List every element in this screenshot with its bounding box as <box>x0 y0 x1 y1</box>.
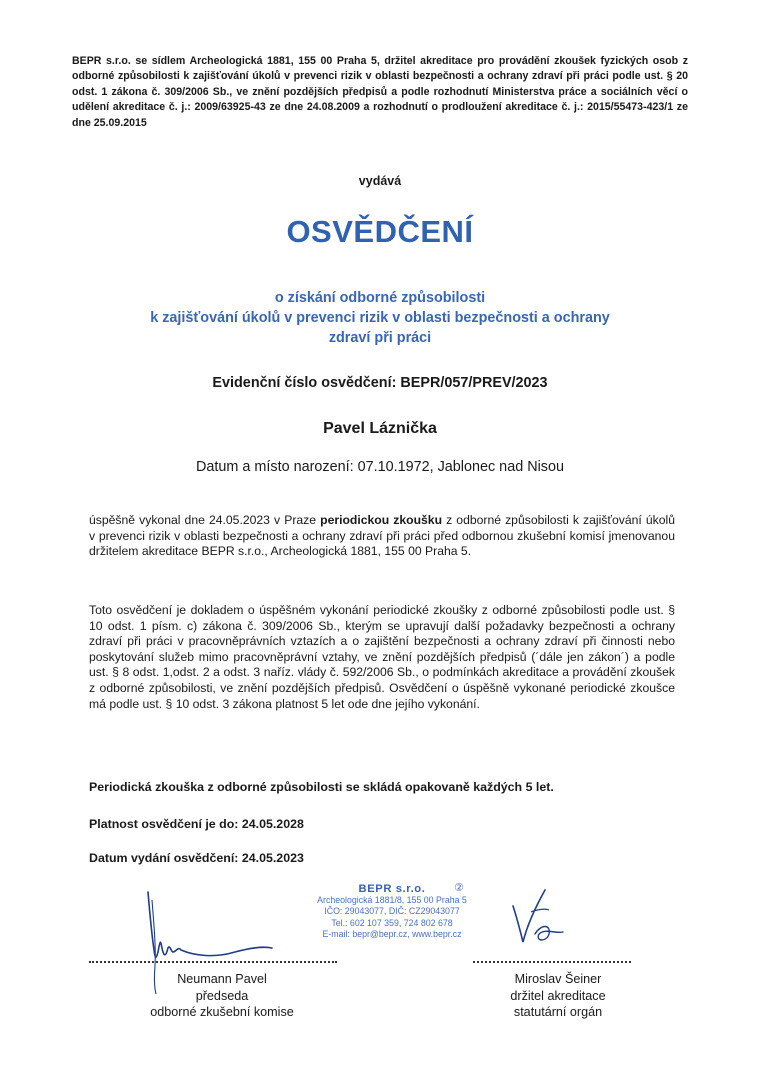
signatory-left-body: odborné zkušební komise <box>150 1005 294 1020</box>
subtitle-line-1: o získání odborné způsobilosti <box>274 290 486 306</box>
certificate-subtitle <box>80 288 680 348</box>
signatory-right <box>458 971 658 1021</box>
signatory-left <box>112 971 332 1021</box>
validity-date: Platnost osvědčení je do: 24.05.2028 <box>89 817 304 831</box>
subtitle-line-2: k zajišťování úkolů v prevenci rizik v oblasti bezpečnosti a ochrany <box>150 310 610 326</box>
certificate-title: OSVĚDČENÍ <box>286 214 474 249</box>
stamp-company: BEPR s.r.o. <box>358 883 426 895</box>
birth-info: Datum a místo narození: 07.10.1972, Jablonec nad Nisou <box>196 459 564 475</box>
signatory-left-name: Neumann Pavel <box>177 972 267 986</box>
holder-name: Pavel Láznička <box>323 420 437 437</box>
signature-line-right <box>473 961 631 963</box>
signatory-right-name: Miroslav Šeiner <box>514 972 602 986</box>
signatory-right-role: držitel akreditace <box>510 988 606 1003</box>
exam-paragraph-start: úspěšně vykonal dne 24.05.2023 v Praze <box>89 513 321 527</box>
stamp-ids: IČO: 29043077, DIČ: CZ29043077 <box>324 906 460 917</box>
evidence-number: Evidenční číslo osvědčení: BEPR/057/PREV/2023 <box>212 375 548 391</box>
legal-paragraph: Toto osvědčení je dokladem o úspěšném vykonání periodické zkoušky z odborné způsobilosti podle ust. § 10 odst. 1 písm. c) zákona č. 309/2006 Sb., kterým se upravují další požadavky bezpečnosti a ochrany zdraví při práci v pracovněprávních vztazích a o zajištění bezpečnosti a ochrany zdraví při činnosti nebo poskytování služeb mimo pracovněprávní vztahy, ve znění pozdějších předpisů (´dále jen zákon´) a podle ust. § 8 odst. 1,odst. 2 a odst. 3 naříz. vlády č. 592/2006 Sb., o podmínkách akreditace a provádění zkoušek z odborné způsobilosti, ve znění pozdějších předpisů. Osvědčení o úspěšně vykonané periodické zkoušce má podle ust. § 10 odst. 3 zákona platnost 5 let ode dne jejího vykonání. <box>89 603 675 711</box>
signature-seiner <box>505 882 585 958</box>
exam-paragraph <box>89 513 675 560</box>
company-stamp <box>270 884 514 940</box>
signatory-right-body: statutární orgán <box>513 1005 603 1020</box>
repeat-note: Periodická zkouška z odborné způsobilosti se skládá opakovaně každých 5 let. <box>89 780 554 794</box>
signatory-left-role: předseda <box>195 988 249 1003</box>
exam-type: periodickou zkoušku <box>320 513 443 527</box>
subtitle-line-3: zdraví při práci <box>328 330 432 346</box>
stamp-address: Archeologická 1881/8, 155 00 Praha 5 <box>317 895 467 906</box>
signature-line-left <box>89 961 337 963</box>
issuer-header: BEPR s.r.o. se sídlem Archeologická 1881, 155 00 Praha 5, držitel akreditace pro provádění zkoušek fyzických osob z odborné způsobilosti k zajišťování úkolů v prevenci rizik v oblasti bezpečnosti a ochrany zdraví při práci podle ust. § 20 odst. 1 zákona č. 309/2006 Sb., ve znění pozdějších předpisů a podle rozhodnutí Ministerstva práce a sociálních věcí o udělení akreditace č. j.: 2009/63925-43 ze dne 24.08.2009 a rozhodnutí o prodloužení akreditace č. j.: 2015/55473-423/1 ze dne 25.09.2015 <box>72 55 688 129</box>
stamp-phone: Tel.: 602 107 359, 724 802 678 <box>331 917 453 928</box>
issue-date: Datum vydání osvědčení: 24.05.2023 <box>89 851 304 865</box>
exam-paragraph-end: z odborné způsobilosti k zajišťování úkolů v prevenci rizik v oblasti bezpečnosti a ochrany zdraví při práci před odbornou zkušební komisí jmenovanou držitelem akreditace BEPR s.r.o., Archeologická 1881, 155 00 Praha 5. <box>89 513 675 559</box>
stamp-contact: E-mail: bepr@bepr.cz, www.bepr.cz <box>322 928 462 939</box>
issues-label: vydává <box>358 174 402 188</box>
registered-mark: ② <box>454 882 464 894</box>
